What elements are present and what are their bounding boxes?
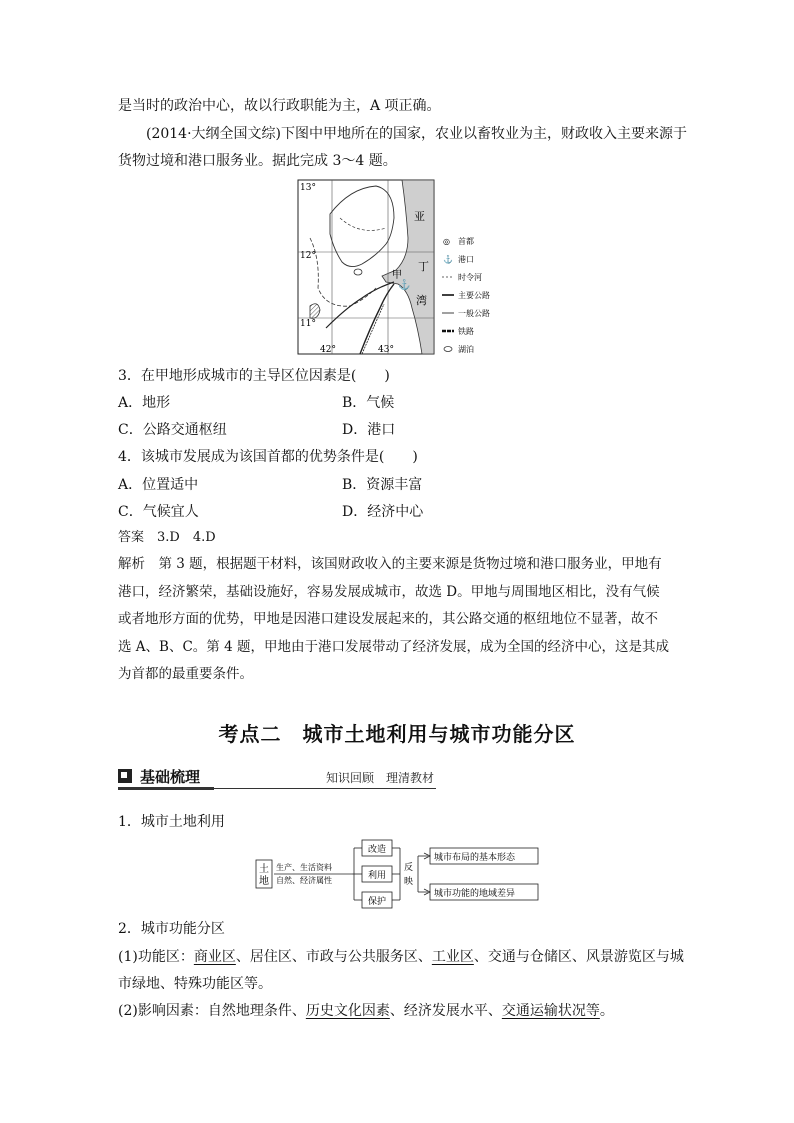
bar-title: 基础梳理	[140, 768, 201, 786]
svg-text:⚓: ⚓	[443, 255, 453, 264]
question-intro-cont: 货物过境和港口服务业。据此完成 3～4 题。	[118, 153, 397, 169]
reflect-char-1: 反	[404, 863, 414, 873]
func-prefix: (1)功能区：	[118, 949, 194, 965]
q4-option-a: A．位置适中	[118, 477, 199, 493]
lat-12-label: 12°	[300, 251, 316, 261]
q4-option-d: D．经济中心	[342, 504, 424, 520]
factors-line	[118, 1001, 678, 1021]
item-2-heading: 2．城市功能分区	[118, 921, 225, 937]
legend-label-capital: 首都	[458, 237, 474, 246]
reflect-char-2: 映	[404, 877, 414, 887]
legend-label-seasonal-river: 时令河	[458, 273, 482, 282]
map-figure	[290, 178, 510, 358]
question-intro: (2014·大纲全国文综)下图中甲地所在的国家，农业以畜牧业为主，财政收入主要来源于	[146, 126, 688, 142]
attr-line-1: 生产、生活资料	[276, 863, 332, 872]
act-protect: 保护	[368, 897, 387, 907]
svg-text:◎: ◎	[443, 237, 450, 246]
act-use: 利用	[368, 871, 387, 881]
func-industrial: 工业区	[431, 949, 474, 965]
q3-option-c: C．公路交通枢纽	[118, 422, 227, 438]
land-char-2: 地	[259, 876, 269, 887]
analysis-line-2: 港口，经济繁荣，基础设施好，容易发展成城市，故选 D。甲地与周围地区相比，没有气候	[118, 584, 660, 600]
legend-label-road: 一般公路	[458, 309, 490, 318]
out-function: 城市功能的地域差异	[434, 889, 516, 899]
q3-option-a: A．地形	[118, 395, 171, 411]
item-1-heading: 1．城市土地利用	[118, 814, 225, 830]
analysis-line-3: 或者地形方面的优势，甲地是因港口建设发展起来的，其公路交通的枢纽地位不显著，故不	[118, 611, 658, 627]
label-ya: 亚	[414, 210, 425, 223]
analysis-line-4: 选 A、B、C。第 4 题，甲地由于港口发展带动了经济发展，成为全国的经济中心，这是其成	[118, 639, 669, 655]
attr-line-2: 自然、经济属性	[276, 876, 332, 885]
factors-transport: 交通运输状况等	[501, 1003, 600, 1019]
q4-option-b: B．资源丰富	[342, 477, 423, 493]
lon-43-label: 43°	[378, 345, 394, 355]
analysis-line-1: 解析 第 3 题，根据题干材料，该国财政收入的主要来源是货物过境和港口服务业，甲地有	[118, 556, 662, 572]
analysis-line-5: 为首都的最重要条件。	[118, 666, 253, 682]
func-sep: 、居住区、市政与公共服务区、	[235, 949, 432, 965]
factors-end: 。	[599, 1003, 614, 1019]
lat-11-label: 11°	[300, 319, 316, 329]
function-zones-line-2: 市绿地、特殊功能区等。	[118, 976, 272, 992]
label-ding: 丁	[418, 260, 429, 273]
port-anchor-icon: ⚓	[398, 280, 411, 291]
q3-stem: 3．在甲地形成城市的主导区位因素是( )	[118, 368, 390, 384]
answer-line: 答案 3.D 4.D	[118, 530, 216, 545]
func-rest: 、交通与仓储区、风景游览区与城	[473, 949, 684, 965]
paragraph-continued: 是当时的政治中心，故以行政职能为主，A 项正确。	[118, 98, 441, 114]
lon-42-label: 42°	[320, 345, 336, 355]
q3-option-d: D．港口	[342, 422, 396, 438]
legend-label-railway: 铁路	[458, 327, 474, 336]
map-legend	[442, 236, 490, 354]
factors-mid: 、经济发展水平、	[389, 1003, 502, 1019]
legend-label-lake: 湖泊	[458, 345, 474, 354]
section-heading: 考点二 城市土地利用与城市功能分区	[218, 722, 576, 746]
lat-13-label: 13°	[300, 183, 316, 193]
legend-label-main-road: 主要公路	[458, 291, 490, 300]
factors-prefix: (2)影响因素：自然地理条件、	[118, 1003, 306, 1019]
label-wan: 湾	[416, 294, 427, 307]
out-layout: 城市布局的基本形态	[434, 853, 516, 863]
bar-square-icon	[118, 769, 132, 783]
q4-stem: 4．该城市发展成为该国首都的优势条件是( )	[118, 449, 418, 465]
label-jia: 甲	[392, 270, 402, 281]
land-use-diagram	[254, 836, 544, 912]
act-reform: 改造	[368, 845, 387, 855]
factors-history: 历史文化因素	[305, 1003, 390, 1019]
q4-option-c: C．气候宜人	[118, 504, 199, 520]
legend-label-port: 港口	[458, 255, 474, 264]
section-bar	[118, 764, 436, 792]
function-zones-line-1	[118, 947, 684, 967]
land-char-1: 土	[259, 864, 269, 875]
func-commercial: 商业区	[193, 949, 236, 965]
q3-option-b: B．气候	[342, 395, 395, 411]
bar-subtitle: 知识回顾 理清教材	[326, 771, 435, 785]
